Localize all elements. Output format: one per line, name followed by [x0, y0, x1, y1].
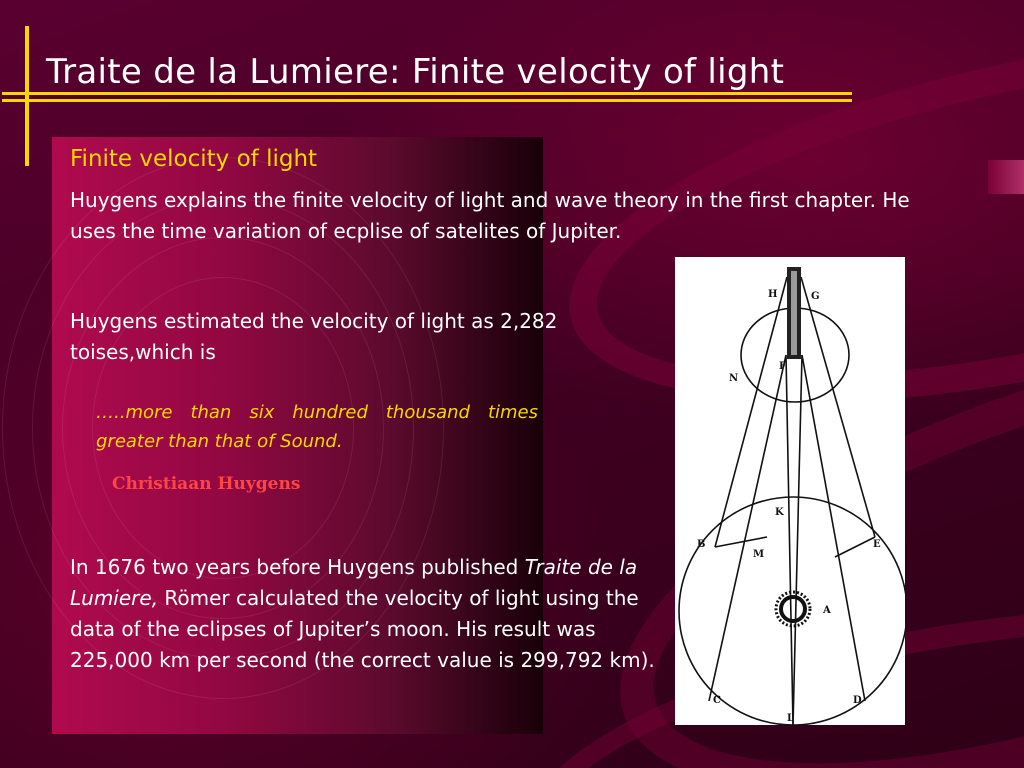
sub-heading: Finite velocity of light: [70, 146, 318, 172]
label-d: D: [853, 695, 862, 706]
orbit-diagram-svg: [675, 257, 905, 725]
slide-title: Traite de la Lumiere: Finite velocity of light: [46, 52, 785, 92]
label-f: F: [779, 361, 787, 372]
label-k: K: [775, 507, 784, 518]
decorative-tab: [988, 160, 1024, 194]
label-l: L: [787, 713, 795, 724]
sight-line: [802, 355, 865, 701]
paragraph-romer: [70, 552, 670, 676]
sight-line: [786, 355, 793, 725]
label-e: E: [873, 539, 881, 550]
paragraph-huygens-explains: Huygens explains the finite velocity of light and wave theory in the first chapter. He uses the time variation of ecplise of satelites of Jupiter.: [70, 188, 910, 243]
title-rule-horizontal: [2, 92, 852, 95]
label-a: A: [823, 605, 831, 616]
label-b: B: [697, 539, 706, 550]
title-rule-horizontal: [2, 99, 852, 102]
book-title: Traite de la Lumiere,: [70, 555, 638, 610]
label-n: N: [729, 373, 739, 384]
huygens-quote: …..more than six hundred thousand times greater than that of Sound.: [96, 402, 538, 452]
quote-attribution: Christiaan Huygens: [112, 474, 301, 494]
paragraph-huygens-estimate: Huygens estimated the velocity of light as 2,282 toises,which is: [70, 309, 558, 364]
jupiter-shadow: [787, 267, 801, 359]
label-h: H: [768, 289, 778, 300]
orbit-diagram: [675, 257, 905, 725]
title-rule-vertical: [25, 26, 29, 166]
label-c: C: [713, 695, 721, 706]
chord-line: [835, 537, 875, 557]
sight-line: [793, 355, 802, 725]
paragraph-romer-rest: Römer calculated the velocity of light using the data of the eclipses of Jupiter’s moon. His result was 225,000 km per second (the correct value is 299,792 km).: [70, 586, 655, 672]
sun-icon: [776, 592, 810, 626]
label-m: M: [753, 549, 765, 560]
paragraph-romer-intro: In 1676 two years before Huygens published: [70, 555, 525, 579]
chord-line: [715, 537, 767, 547]
label-g: G: [811, 291, 820, 302]
